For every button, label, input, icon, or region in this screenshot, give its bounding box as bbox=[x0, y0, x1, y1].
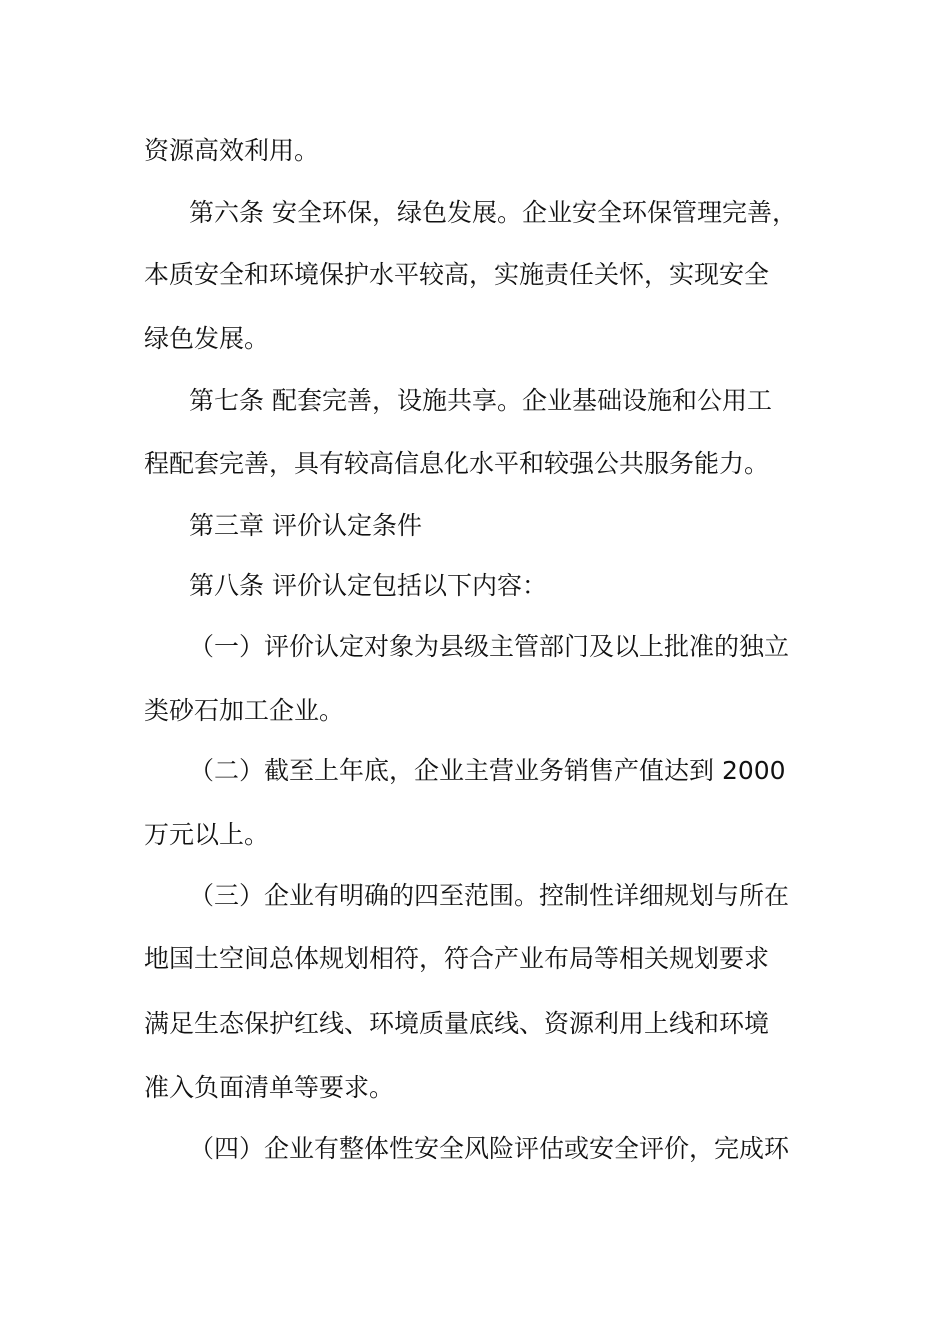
text-line: 本质安全和环境保护水平较高，实施责任关怀，实现安全 bbox=[144, 260, 770, 289]
text-line: 资源高效利用。 bbox=[144, 136, 320, 165]
article-8-line: 第八条 评价认定包括以下内容： bbox=[189, 571, 547, 600]
text-line: 类砂石加工企业。 bbox=[144, 696, 345, 725]
item-3-line: （三）企业有明确的四至范围。控制性详细规划与所在 bbox=[189, 881, 790, 910]
text-line: 准入负面清单等要求。 bbox=[144, 1073, 395, 1102]
item-4-line: （四）企业有整体性安全风险评估或安全评价，完成环 bbox=[189, 1134, 790, 1163]
chapter-heading: 第三章 评价认定条件 bbox=[189, 511, 422, 540]
text-line: 程配套完善，具有较高信息化水平和较强公共服务能力。 bbox=[144, 449, 770, 478]
text-line: 满足生态保护红线、环境质量底线、资源利用上线和环境 bbox=[144, 1009, 770, 1038]
item-1-line: （一）评价认定对象为县级主管部门及以上批准的独立 bbox=[189, 632, 790, 661]
article-6-line: 第六条 安全环保，绿色发展。企业安全环保管理完善， bbox=[189, 198, 797, 227]
text-line: 万元以上。 bbox=[144, 820, 270, 849]
text-line: 地国土空间总体规划相符，符合产业布局等相关规划要求 bbox=[144, 944, 770, 973]
article-7-line: 第七条 配套完善，设施共享。企业基础设施和公用工 bbox=[189, 386, 772, 415]
item-2-line: （二）截至上年底，企业主营业务销售产值达到 2000 bbox=[189, 756, 786, 785]
text-line: 绿色发展。 bbox=[144, 324, 270, 353]
